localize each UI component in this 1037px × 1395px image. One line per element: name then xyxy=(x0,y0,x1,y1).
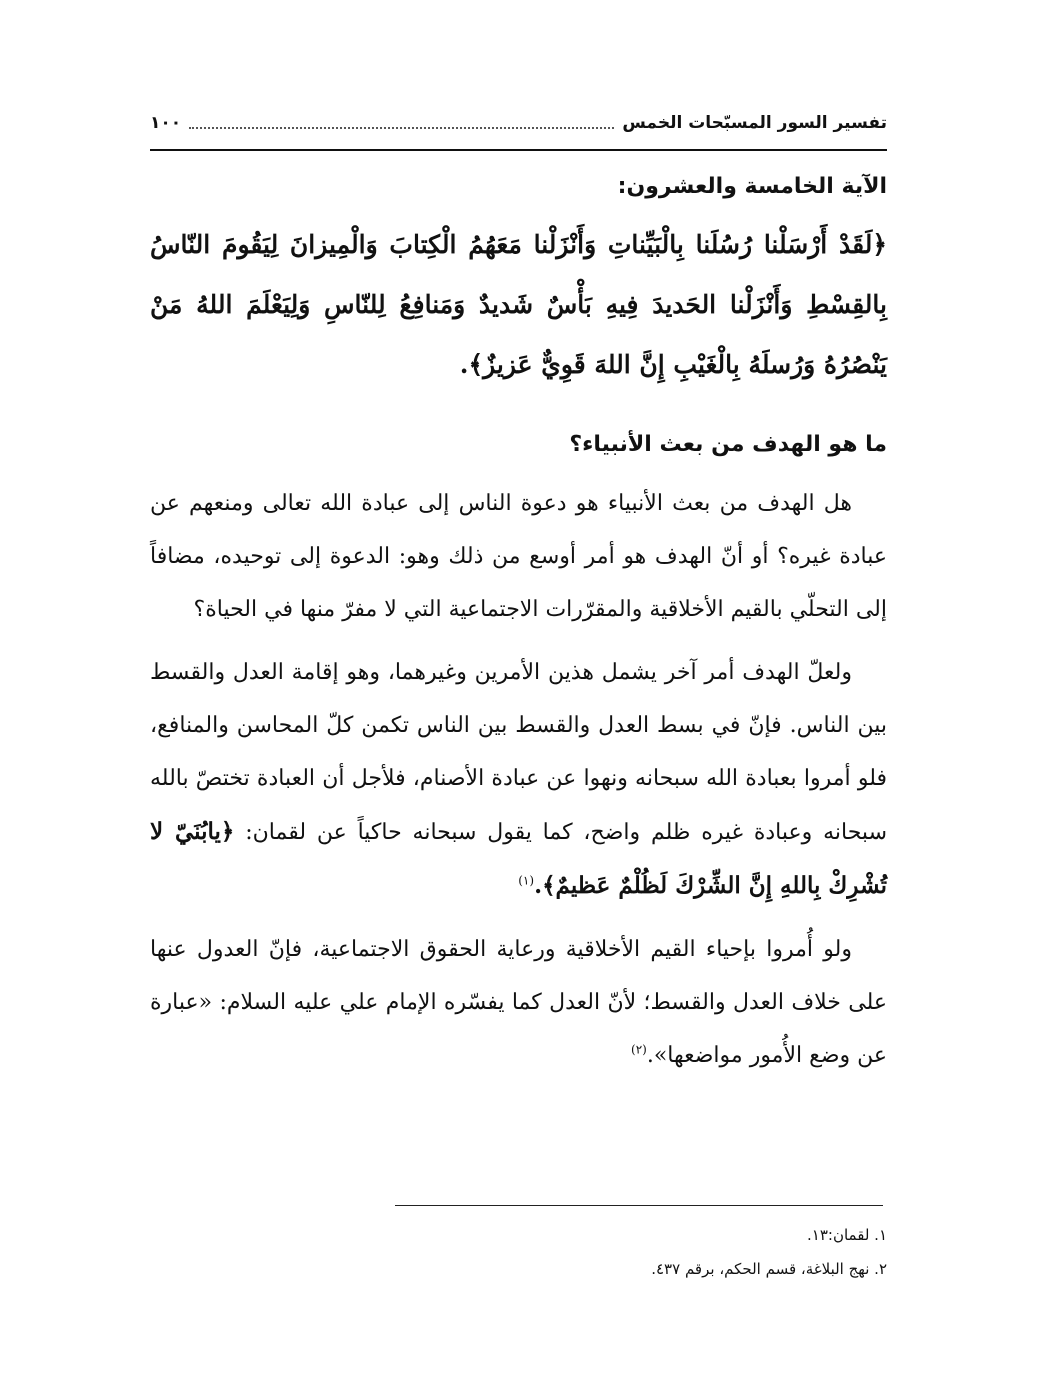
footnote-2: ٢. نهج البلاغة، قسم الحكم، برقم ٤٣٧. xyxy=(651,1260,887,1278)
running-title: تفسير السور المسبّحات الخمس xyxy=(622,113,887,133)
footnote-ref-2[interactable]: (٢) xyxy=(631,1042,647,1057)
footnote-ref-1[interactable]: (١) xyxy=(518,873,535,888)
paragraph-2-text: ولعلّ الهدف أمر آخر يشمل هذين الأمرين وغيرهما، وهو إقامة العدل والقسط بين الناس. فإنّ في بسط العدل والقسط بين الناس تكمن كلّ المحاسن والمنافع، فلو أمروا بعبادة الله سبحانه ونهوا عن عبادة الأصنام، فلأجل أن العبادة تختصّ بالله سبحانه وعبادة غيره ظلم واضح، كما يقول سبحانه حاكياً عن لقمان: xyxy=(150,660,888,845)
luqman-quote: ﴿يابُنَيّ لا تُشْرِكْ بِاللهِ إِنَّ الشِّرْكَ لَظُلْمٌ عَظيمٌ﴾. xyxy=(150,818,887,899)
footnotes xyxy=(150,1218,887,1286)
page-number: ١٠٠ xyxy=(150,113,182,133)
quran-verse: ﴿لَقَدْ أَرْسَلْنا رُسُلَنا بِالْبَيِّناتِ وَأَنْزَلْنا مَعَهُمُ الْكِتابَ وَالْمِيزانَ لِيَقُومَ النّاسُ بِالقِسْطِ وَأَنْزَلْنا الحَديدَ فِيهِ بَأْسٌ شَديدٌ وَمَنافِعُ لِلنّاسِ وَلِيَعْلَمَ اللهُ مَنْ يَنْصُرُهُ وَرُسلَهُ بِالْغَيْبِ إِنَّ اللهَ قَوِيٌّ عَزيزٌ﴾. xyxy=(150,230,887,379)
header-rule xyxy=(150,149,887,151)
paragraph-3-text: ولو أُمروا بإحياء القيم الأخلاقية ورعاية الحقوق الاجتماعية، فإنّ العدول عنها على خلاف العدل والقسط؛ لأنّ العدل كما يفسّره الإمام علي عليه السلام: «عبارة عن وضع الأُمور مواضعها». xyxy=(150,937,887,1068)
paragraph-3 xyxy=(150,923,887,1082)
footnote-1: ١. لقمان:١٣. xyxy=(807,1226,887,1244)
paragraph-2 xyxy=(150,646,887,913)
section-heading: الآية الخامسة والعشرون: xyxy=(617,174,887,199)
running-header xyxy=(150,108,887,138)
page-body xyxy=(150,165,887,1082)
paragraph-1: هل الهدف من بعث الأنبياء هو دعوة الناس إلى عبادة الله تعالى ومنعهم عن عبادة غيره؟ أو أنّ الهدف هو أمر أوسع من ذلك وهو: الدعوة إلى توحيده، مضافاً إلى التحلّي بالقيم الأخلاقية والمقرّرات الاجتماعية التي لا مفرّ منها في الحياة؟ xyxy=(150,491,887,622)
question-heading: ما هو الهدف من بعث الأنبياء؟ xyxy=(569,432,887,457)
footnote-rule xyxy=(395,1205,883,1206)
header-leader-dots xyxy=(189,117,614,129)
